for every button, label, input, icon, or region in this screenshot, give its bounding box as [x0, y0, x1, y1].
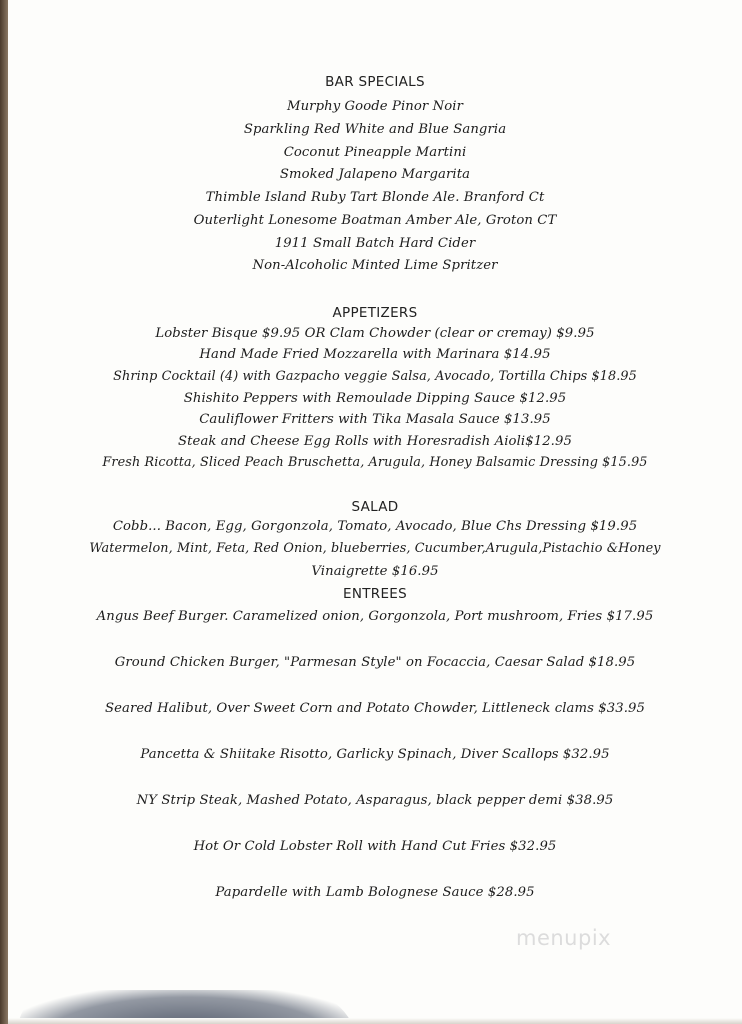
- bar-special-item: 1911 Small Batch Hard Cider: [274, 236, 476, 251]
- bar-special-item: Smoked Jalapeno Margarita: [279, 167, 471, 182]
- page-left-edge: [0, 0, 8, 1024]
- appetizer-item: Shishito Peppers with Remoulade Dipping Sauce $12.95: [183, 391, 567, 406]
- bar-special-item: Coconut Pineapple Martini: [283, 145, 467, 160]
- bar-special-item: Non-Alcoholic Minted Lime Spritzer: [252, 258, 498, 273]
- salad-item: Vinaigrette $16.95: [311, 564, 439, 579]
- entree-item: Pancetta & Shiitake Risotto, Garlicky Spinach, Diver Scallops $32.95: [140, 747, 610, 762]
- entree-item: Seared Halibut, Over Sweet Corn and Potato Chowder, Littleneck clams $33.95: [104, 701, 646, 716]
- menupix-watermark: menupix: [516, 926, 612, 950]
- salad-heading: SALAD: [351, 499, 399, 515]
- salad-item: Watermelon, Mint, Feta, Red Onion, blueberries, Cucumber,Arugula,Pistachio &Honey: [89, 541, 661, 556]
- bar-special-item: Sparkling Red White and Blue Sangria: [243, 122, 507, 137]
- bar-special-item: Outerlight Lonesome Boatman Amber Ale, Groton CT: [193, 213, 557, 228]
- entree-item: Hot Or Cold Lobster Roll with Hand Cut Fries $32.95: [193, 839, 557, 854]
- bar-special-item: Thimble Island Ruby Tart Blonde Ale. Branford Ct: [205, 190, 545, 205]
- salad-item: Cobb... Bacon, Egg, Gorgonzola, Tomato, Avocado, Blue Chs Dressing $19.95: [112, 519, 638, 534]
- entrees-heading: ENTREES: [343, 586, 407, 602]
- appetizers-heading: APPETIZERS: [332, 305, 418, 321]
- bar-specials-heading: BAR SPECIALS: [325, 74, 425, 90]
- appetizer-item: Hand Made Fried Mozzarella with Marinara $14.95: [199, 347, 551, 362]
- appetizer-item: Cauliflower Fritters with Tika Masala Sauce $13.95: [199, 412, 551, 427]
- appetizer-item: Shrinp Cocktail (4) with Gazpacho veggie Salsa, Avocado, Tortilla Chips $18.95: [113, 369, 637, 384]
- entree-item: Papardelle with Lamb Bolognese Sauce $28.95: [215, 885, 535, 900]
- bar-special-item: Murphy Goode Pinor Noir: [286, 99, 464, 114]
- entree-item: Ground Chicken Burger, "Parmesan Style" on Focaccia, Caesar Salad $18.95: [114, 655, 636, 670]
- menu-page: [8, 0, 742, 1024]
- appetizer-item: Lobster Bisque $9.95 OR Clam Chowder (clear or cremay) $9.95: [155, 326, 595, 341]
- appetizer-item: Fresh Ricotta, Sliced Peach Bruschetta, Arugula, Honey Balsamic Dressing $15.95: [102, 455, 648, 470]
- entree-item: NY Strip Steak, Mashed Potato, Asparagus, black pepper demi $38.95: [136, 793, 614, 808]
- appetizer-item: Steak and Cheese Egg Rolls with Horesradish Aioli$12.95: [178, 434, 572, 449]
- entree-item: Angus Beef Burger. Caramelized onion, Gorgonzola, Port mushroom, Fries $17.95: [96, 609, 654, 624]
- page-bottom-edge: [8, 1018, 742, 1024]
